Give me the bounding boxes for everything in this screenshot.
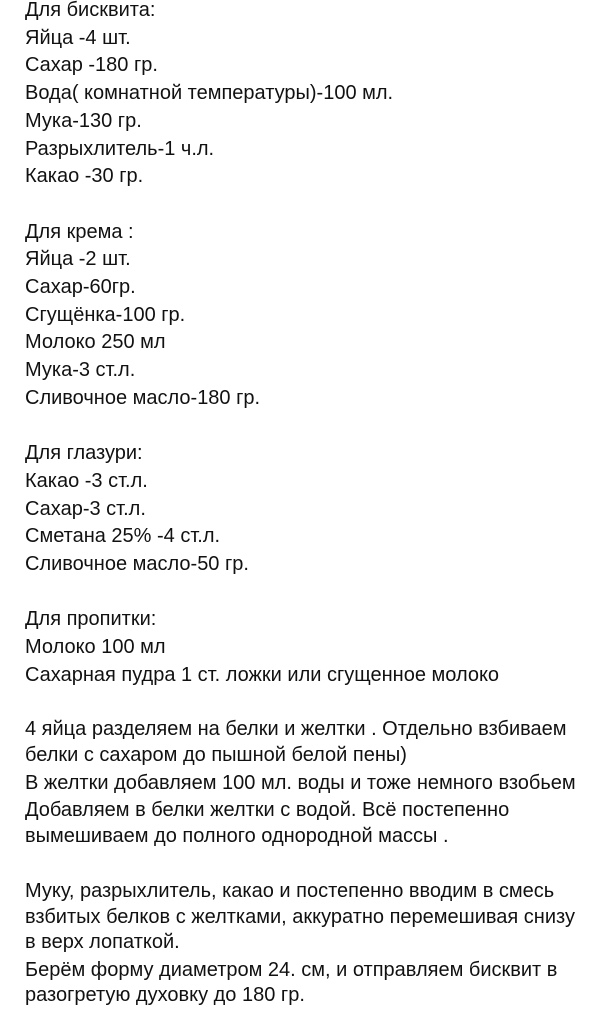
section-title-cream: Для крема : <box>25 220 134 243</box>
blank-line <box>25 852 585 880</box>
recipe-note <box>25 0 585 1011</box>
ingredient-line: Мука-130 гр. <box>25 109 142 132</box>
blank-line <box>25 690 585 718</box>
section-title-soak: Для пропитки: <box>25 608 157 631</box>
ingredient-line: Какао -30 гр. <box>25 165 144 188</box>
blank-line <box>25 413 585 441</box>
ingredient-line: Молоко 250 мл <box>25 331 166 354</box>
ingredient-line: Вода( комнатной температуры)-100 мл. <box>25 82 394 105</box>
ingredient-line: Какао -3 ст.л. <box>25 469 148 492</box>
ingredient-line: Сметана 25% -4 ст.л. <box>25 525 221 548</box>
instruction-paragraph: Добавляем в белки желтки с водой. Всё постепенно вымешиваем до полного однородной массы . <box>25 799 510 847</box>
blank-line <box>25 191 585 219</box>
ingredient-line: Сливочное масло-180 гр. <box>25 386 261 409</box>
ingredient-line: Мука-3 ст.л. <box>25 359 136 382</box>
section-title-sponge: Для бисквита: <box>25 0 156 21</box>
ingredient-line: Сахар -180 гр. <box>25 54 158 77</box>
instruction-paragraph: Берём форму диаметром 24. см, и отправляем бисквит в разогретую духовку до 180 гр. <box>25 959 558 1007</box>
section-title-glaze: Для глазури: <box>25 442 143 465</box>
instruction-paragraph: Муку, разрыхлитель, какао и постепенно вводим в смесь взбитых белков с желтками, аккуратно перемешивая снизу в верх лопаткой. <box>25 880 575 954</box>
ingredient-line: Яйца -4 шт. <box>25 26 131 49</box>
ingredient-line: Молоко 100 мл <box>25 636 166 659</box>
blank-line <box>25 579 585 607</box>
ingredient-line: Сахар-60гр. <box>25 276 136 299</box>
ingredient-line: Сливочное масло-50 гр. <box>25 553 249 576</box>
ingredient-line: Разрыхлитель-1 ч.л. <box>25 137 215 160</box>
ingredient-line: Сгущёнка-100 гр. <box>25 303 186 326</box>
instruction-paragraph: В желтки добавляем 100 мл. воды и тоже немного взобьем <box>25 771 576 794</box>
ingredient-line: Сахарная пудра 1 ст. ложки или сгущенное молоко <box>25 663 500 686</box>
instruction-paragraph: 4 яйца разделяем на белки и желтки . Отдельно взбиваем белки с сахаром до пышной белой пены) <box>25 718 567 766</box>
ingredient-line: Сахар-3 ст.л. <box>25 497 146 520</box>
ingredient-line: Яйца -2 шт. <box>25 248 131 271</box>
